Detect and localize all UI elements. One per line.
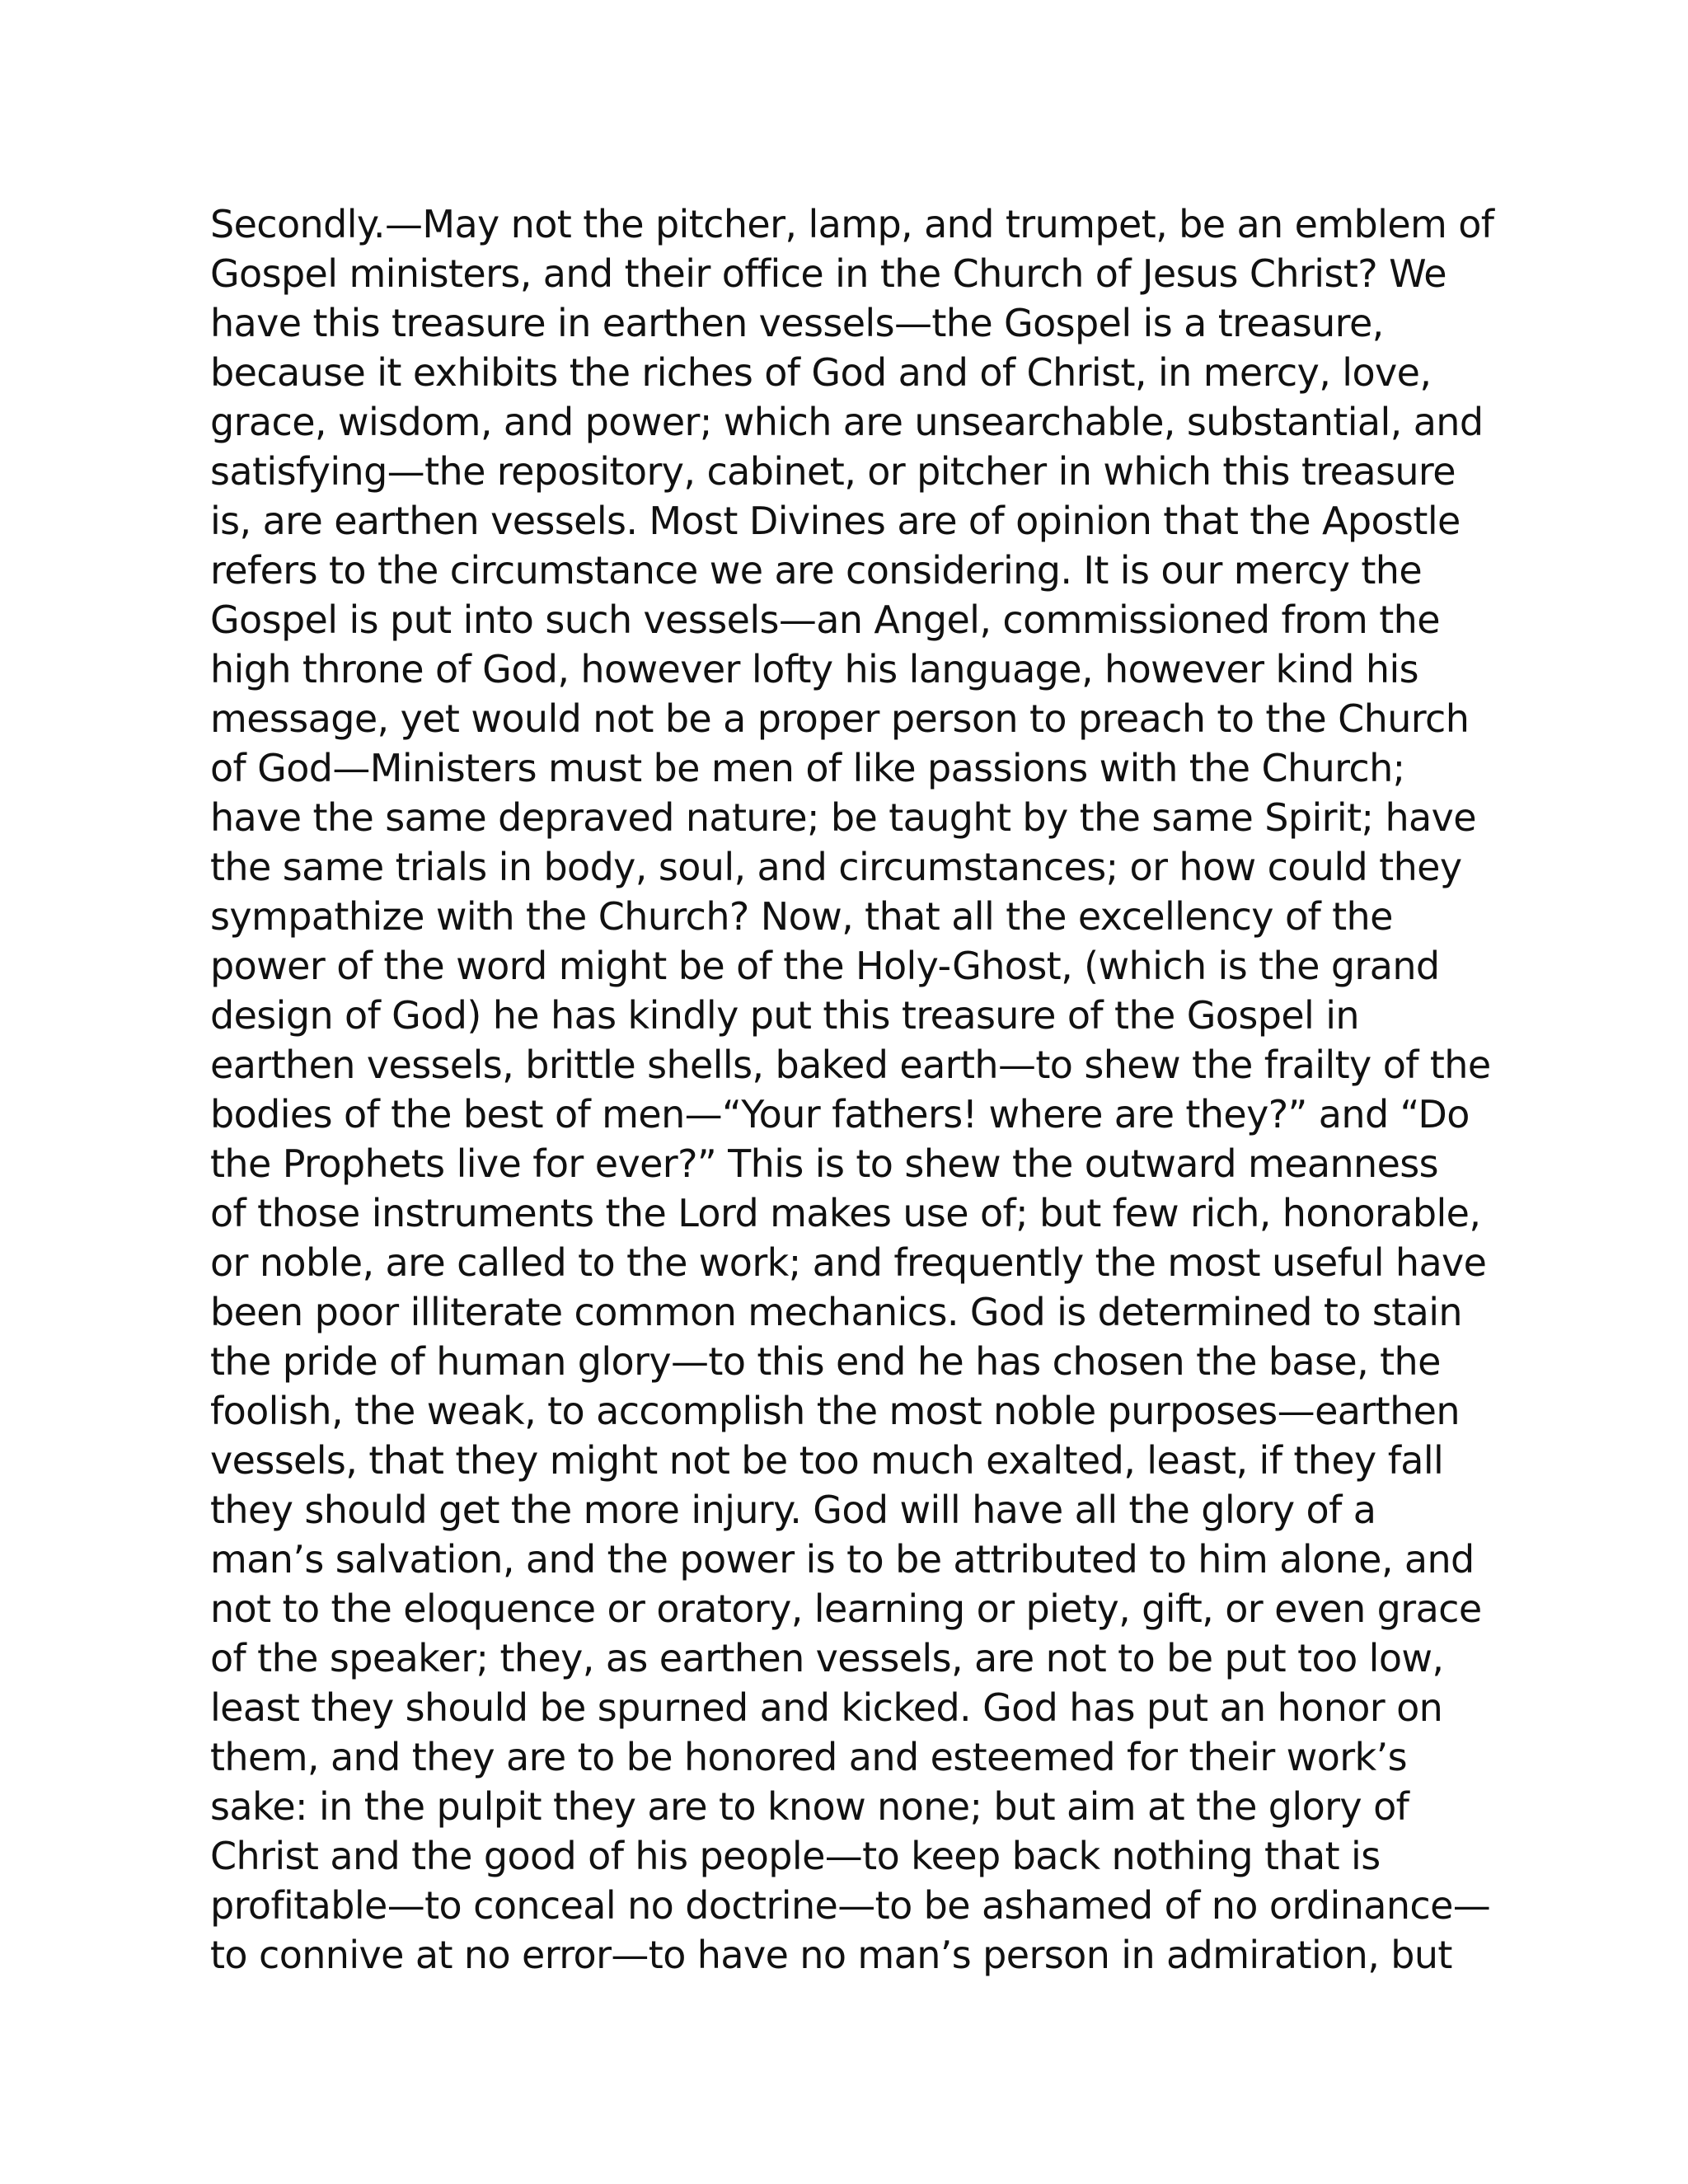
text-line: have the same depraved nature; be taught by the same Spirit; have xyxy=(210,795,1476,840)
text-line: Christ and the good of his people—to keep back nothing that is xyxy=(210,1834,1381,1878)
text-line: not to the eloquence or oratory, learning or piety, gift, or even grace xyxy=(210,1586,1482,1631)
text-line: the same trials in body, soul, and circumstances; or how could they xyxy=(210,845,1462,889)
text-line: been poor illiterate common mechanics. God is determined to stain xyxy=(210,1290,1462,1334)
text-line: them, and they are to be honored and esteemed for their work’s xyxy=(210,1735,1407,1779)
text-line: Gospel is put into such vessels—an Angel, commissioned from the xyxy=(210,598,1440,642)
text-line: Secondly.—May not the pitcher, lamp, and trumpet, be an emblem of xyxy=(210,202,1494,246)
text-line: of the speaker; they, as earthen vessels, are not to be put too low, xyxy=(210,1636,1444,1680)
text-line: refers to the circumstance we are considering. It is our mercy the xyxy=(210,548,1423,593)
text-line: man’s salvation, and the power is to be attributed to him alone, and xyxy=(210,1537,1475,1582)
text-line: of God—Ministers must be men of like passions with the Church; xyxy=(210,746,1405,790)
text-line: they should get the more injury. God will have all the glory of a xyxy=(210,1488,1376,1532)
text-line: to connive at no error—to have no man’s person in admiration, but xyxy=(210,1933,1452,1977)
text-line: foolish, the weak, to accomplish the most noble purposes—earthen xyxy=(210,1389,1460,1433)
text-line: message, yet would not be a proper person to preach to the Church xyxy=(210,696,1470,741)
text-line: power of the word might be of the Holy-Ghost, (which is the grand xyxy=(210,944,1440,988)
text-line: least they should be spurned and kicked. God has put an honor on xyxy=(210,1685,1443,1730)
text-line: profitable—to conceal no doctrine—to be ashamed of no ordinance— xyxy=(210,1883,1491,1928)
text-line: vessels, that they might not be too much exalted, least, if they fall xyxy=(210,1438,1444,1483)
text-line: because it exhibits the riches of God and of Christ, in mercy, love, xyxy=(210,350,1432,395)
text-line: is, are earthen vessels. Most Divines are of opinion that the Apostle xyxy=(210,499,1461,543)
text-line: high throne of God, however lofty his language, however kind his xyxy=(210,647,1418,691)
text-line: of those instruments the Lord makes use of; but few rich, honorable, xyxy=(210,1191,1481,1235)
text-line: sake: in the pulpit they are to know none; but aim at the glory of xyxy=(210,1784,1409,1829)
text-line: bodies of the best of men—“Your fathers! where are they?” and “Do xyxy=(210,1092,1470,1137)
body-text xyxy=(210,199,1529,1980)
text-line: sympathize with the Church? Now, that all the excellency of the xyxy=(210,894,1393,939)
text-line: design of God) he has kindly put this treasure of the Gospel in xyxy=(210,993,1359,1038)
text-line: earthen vessels, brittle shells, baked earth—to shew the frailty of the xyxy=(210,1043,1491,1087)
text-line: satisfying—the repository, cabinet, or pitcher in which this treasure xyxy=(210,449,1456,494)
text-line: the pride of human glory—to this end he has chosen the base, the xyxy=(210,1339,1441,1384)
text-line: or noble, are called to the work; and frequently the most useful have xyxy=(210,1240,1487,1285)
text-line: grace, wisdom, and power; which are unsearchable, substantial, and xyxy=(210,400,1484,444)
text-line: have this treasure in earthen vessels—the Gospel is a treasure, xyxy=(210,301,1384,345)
text-line: Gospel ministers, and their office in the Church of Jesus Christ? We xyxy=(210,251,1447,296)
text-line: the Prophets live for ever?” This is to shew the outward meanness xyxy=(210,1141,1439,1186)
